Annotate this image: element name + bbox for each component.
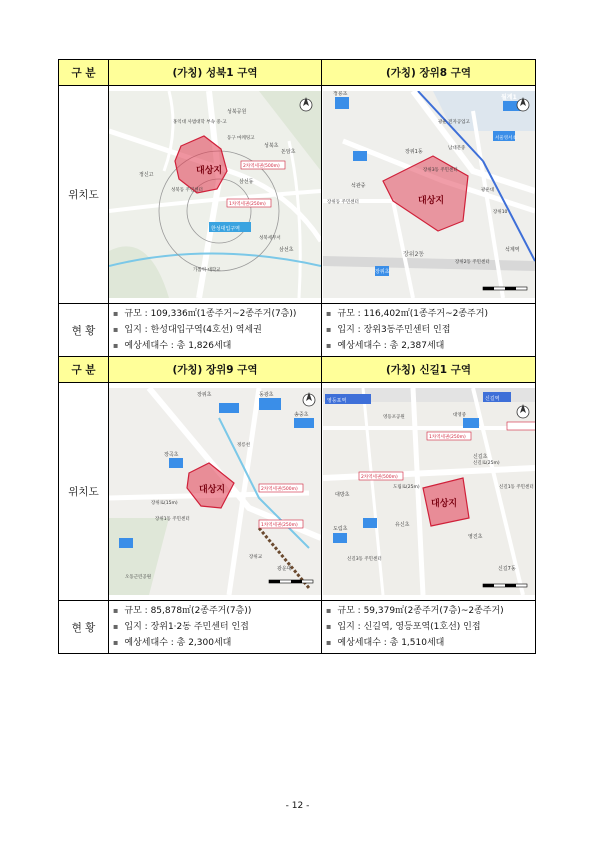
info-households: ▪ 예상세대수 : 총 2,300세대 bbox=[113, 638, 232, 648]
site-label: 대상지 bbox=[417, 196, 444, 206]
map-label: 신길로(25m) bbox=[472, 461, 500, 466]
map-label: 장위2동 주민센터 bbox=[454, 260, 490, 265]
location-map bbox=[109, 91, 321, 298]
map-label: 신길3동 주민센터 bbox=[346, 557, 382, 562]
column-header: 구 분 bbox=[59, 60, 109, 86]
map-label: 홍익대 사범대학 부속 중·고 bbox=[173, 120, 227, 125]
location-label: 위치도 bbox=[59, 383, 109, 601]
map-label: 장위3동 주민센터 bbox=[422, 168, 458, 173]
district-title: (가칭) 성북1 구역 bbox=[109, 60, 322, 86]
status-label: 현 황 bbox=[59, 601, 109, 654]
map-label: 대방초 bbox=[334, 492, 349, 498]
bullet-icon: ▪ bbox=[326, 606, 332, 615]
map-label: 한성대입구역 bbox=[211, 226, 240, 232]
bullet-icon: ▪ bbox=[113, 622, 119, 631]
scale-bar bbox=[483, 584, 527, 587]
map-label: 1차역세권(250m) bbox=[229, 202, 266, 207]
map-label: 2차역세권(500m) bbox=[261, 487, 298, 492]
map-label: 성북동 주민센터 bbox=[171, 188, 203, 193]
map-label: 장위로(15m) bbox=[151, 501, 178, 506]
location-map bbox=[109, 388, 321, 595]
location-label: 위치도 bbox=[59, 86, 109, 304]
map-label: 장위2동 bbox=[402, 251, 424, 258]
bullet-icon: ▪ bbox=[113, 606, 119, 615]
map-label: 신길1동 주민센터 bbox=[498, 485, 534, 490]
map-label: 1차역세권(250m) bbox=[261, 523, 298, 528]
location-map bbox=[323, 388, 535, 595]
status-label: 현 황 bbox=[59, 304, 109, 357]
district-title: (가칭) 장위9 구역 bbox=[109, 357, 322, 383]
map-label: 정릉천 bbox=[237, 443, 251, 448]
location-map bbox=[323, 91, 535, 298]
bullet-icon: ▪ bbox=[113, 309, 119, 318]
map-label: 정신고 bbox=[139, 172, 154, 178]
map-label: 유신초 bbox=[394, 522, 409, 528]
map-label: 남대문중 bbox=[447, 146, 465, 151]
map-label: 장위1동 bbox=[404, 149, 423, 155]
bullet-icon: ▪ bbox=[113, 341, 119, 350]
column-header: 구 분 bbox=[59, 357, 109, 383]
map-label: 도림초 bbox=[332, 526, 347, 532]
map-label: 광운 전자공업고 bbox=[437, 120, 470, 125]
info-households: ▪ 예상세대수 : 총 1,826세대 bbox=[113, 341, 232, 351]
map-label: 신길7동 bbox=[497, 566, 516, 572]
map-label: 장위10 bbox=[492, 210, 507, 215]
scale-bar bbox=[269, 580, 313, 583]
map-label: 장위교 bbox=[249, 555, 263, 560]
map-label: 석관중 bbox=[350, 183, 365, 189]
map-label: 광운대 bbox=[277, 566, 292, 572]
scale-bar bbox=[483, 287, 527, 290]
bullet-icon: ▪ bbox=[113, 325, 119, 334]
map-label: 장곡초 bbox=[164, 452, 179, 458]
info-households: ▪ 예상세대수 : 총 2,387세대 bbox=[326, 341, 445, 351]
map-label: 삼선동 bbox=[239, 179, 254, 185]
site-label: 대상지 bbox=[430, 499, 457, 509]
info-location: ▪ 입지 : 한성대입구역(4호선) 역세권 bbox=[113, 325, 262, 335]
map-label: 장위초 bbox=[374, 269, 389, 275]
site-label: 대상지 bbox=[199, 485, 226, 495]
map-label: 성북세무서 bbox=[259, 236, 281, 241]
bullet-icon: ▪ bbox=[326, 325, 332, 334]
map-label: 도림로(25m) bbox=[392, 485, 420, 490]
map-label: 동광초 bbox=[259, 392, 274, 398]
info-households: ▪ 예상세대수 : 총 1,510세대 bbox=[326, 638, 445, 648]
district-table bbox=[58, 59, 536, 654]
bullet-icon: ▪ bbox=[326, 638, 332, 647]
map-label: 성북공원 bbox=[227, 109, 247, 115]
info-scale: ▪ 규모 : 59,379㎡(2종주거(7층)~2종주거) bbox=[326, 606, 504, 616]
page-number: - 12 - bbox=[285, 801, 310, 811]
bullet-icon: ▪ bbox=[113, 638, 119, 647]
map-label: 장위동 주민센터 bbox=[326, 200, 359, 205]
map-label: 신길초 bbox=[472, 454, 487, 460]
map-label: 돈암초 bbox=[281, 149, 296, 155]
district-title: (가칭) 신길1 구역 bbox=[322, 357, 536, 383]
map-label: 오동근린공원 bbox=[125, 575, 152, 580]
map-label: 장위1동 주민센터 bbox=[155, 517, 190, 522]
info-location: ▪ 입지 : 장위3동주민센터 인접 bbox=[326, 325, 451, 335]
info-scale: ▪ 규모 : 109,336㎡(1종주거~2종주거(7층)) bbox=[113, 309, 297, 319]
map-label: 대영중 bbox=[452, 413, 466, 418]
map-label: 동구 마케팅고 bbox=[227, 136, 255, 141]
site-label: 대상지 bbox=[196, 166, 223, 176]
map-label: 성북초 bbox=[264, 143, 279, 149]
map-label: 영등포역 bbox=[326, 398, 346, 404]
map-label: 영등포공원 bbox=[382, 415, 405, 420]
info-location: ▪ 입지 : 장위1·2동 주민센터 인접 bbox=[113, 622, 249, 632]
map-label: 정릉초 bbox=[332, 91, 347, 97]
map-label: 서울영서초 bbox=[494, 136, 517, 141]
map-label: 송중초 bbox=[294, 412, 309, 418]
map-label: 2차역세권(500m) bbox=[243, 164, 280, 169]
bullet-icon: ▪ bbox=[326, 622, 332, 631]
map-label: 영진초 bbox=[467, 534, 482, 540]
map-label: 장위초 bbox=[197, 392, 212, 398]
info-scale: ▪ 규모 : 116,402㎡(1종주거~2종주거) bbox=[326, 309, 488, 319]
district-title: (가칭) 장위8 구역 bbox=[322, 60, 536, 86]
map-label: 월계1 bbox=[500, 94, 517, 101]
info-location: ▪ 입지 : 신길역, 영등포역(1호선) 인접 bbox=[326, 622, 481, 632]
map-label: 광운대 bbox=[480, 188, 494, 193]
map-label: 1차역세권(250m) bbox=[428, 435, 466, 440]
map-label: 신길역 bbox=[484, 396, 499, 402]
map-label: 가톨릭 대학교 bbox=[193, 268, 221, 273]
info-scale: ▪ 규모 : 85,878㎡(2종주거(7층)) bbox=[113, 606, 252, 616]
map-label: 삼선초 bbox=[279, 247, 294, 253]
map-label: 석계역 bbox=[504, 247, 519, 253]
map-label: 2차역세권(500m) bbox=[360, 475, 398, 480]
bullet-icon: ▪ bbox=[326, 309, 332, 318]
bullet-icon: ▪ bbox=[326, 341, 332, 350]
